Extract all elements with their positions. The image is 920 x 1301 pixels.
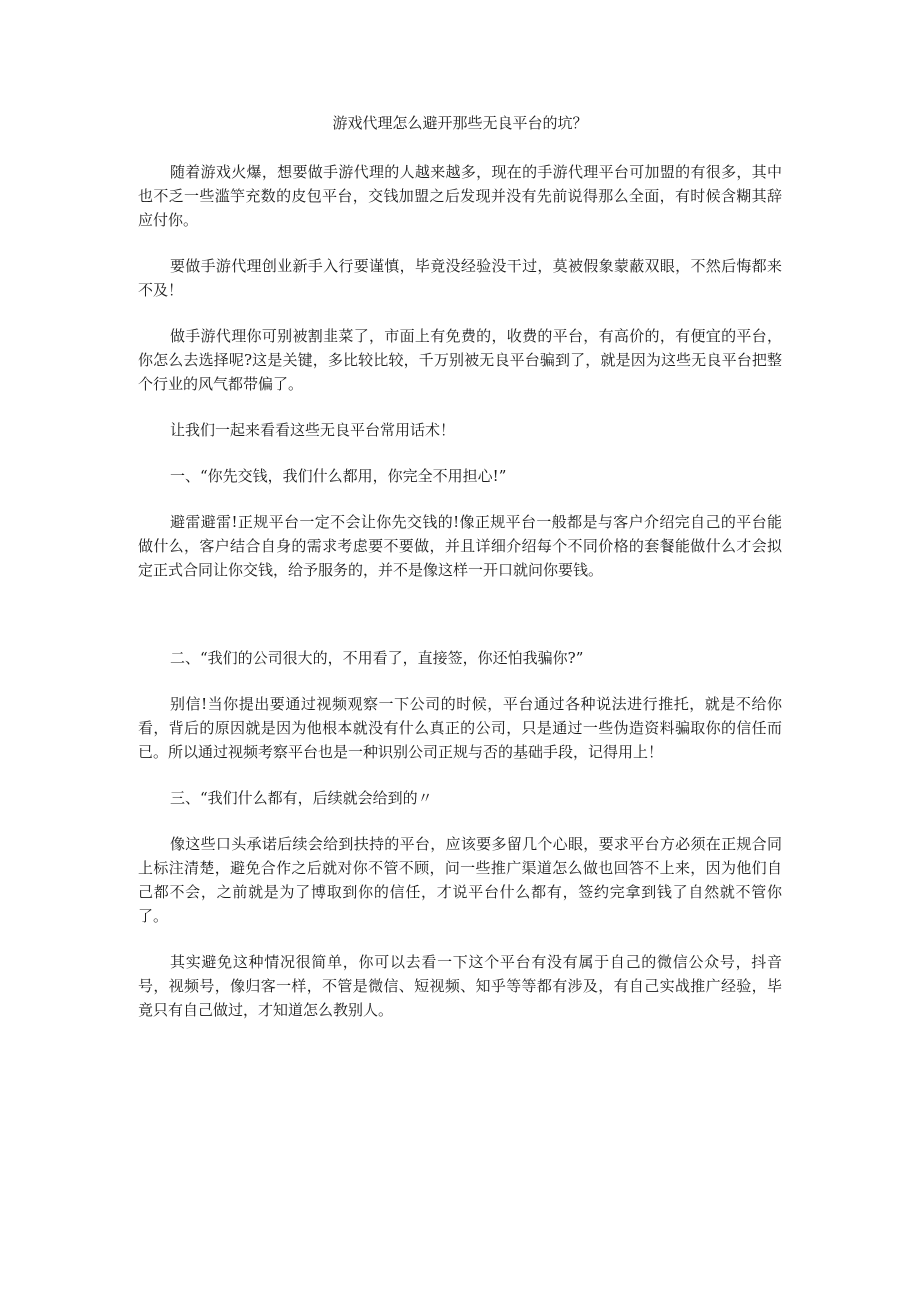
document-page [138, 110, 782, 1044]
paragraph-point-three: 像这些口头承诺后续会给到扶持的平台，应该要多留几个心眼，要求平台方必须在正规合同上标注清楚，避免合作之后就对你不管不顾，问一些推广渠道怎么做也回答不上来，因为他们自己都不会，之前就是为了博取到你的信任，才说平台什么都有，签约完拿到钱了自然就不管你了。 [138, 835, 782, 925]
paragraph-conclusion: 其实避免这种情况很简单，你可以去看一下这个平台有没有属于自己的微信公众号，抖音号，视频号，像归客一样，不管是微信、短视频、知乎等等都有涉及，有自己实战推广经验，毕竟只有自己做过，才知道怎么教别人。 [138, 953, 782, 1019]
paragraph-choose: 做手游代理你可别被割韭菜了，市面上有免费的，收费的平台，有高价的，有便宜的平台，你怎么去选择呢?这是关键，多比较比较，千万别被无良平台骗到了，就是因为这些无良平台把整个行业的风气都带偏了。 [138, 327, 782, 393]
heading-point-one: 一、“你先交钱，我们什么都用，你完全不用担心!” [170, 467, 507, 485]
paragraph-intro: 随着游戏火爆，想要做手游代理的人越来越多，现在的手游代理平台可加盟的有很多，其中也不乏一些滥竽充数的皮包平台，交钱加盟之后发现并没有先前说得那么全面，有时候含糊其辞应付你。 [138, 163, 782, 229]
paragraph-caution: 要做手游代理创业新手入行要谨慎，毕竟没经验没干过，莫被假象蒙蔽双眼，不然后悔都来不及！ [138, 257, 782, 299]
paragraph-point-one: 避雷避雷!正规平台一定不会让你先交钱的!像正规平台一般都是与客户介绍完自己的平台能做什么，客户结合自身的需求考虑要不要做，并且详细介绍每个不同价格的套餐能做什么才会拟定正式合同让你交钱，给予服务的，并不是像这样一开口就问你要钱。 [138, 513, 782, 579]
paragraph-lead-in: 让我们一起来看看这些无良平台常用话术！ [170, 421, 456, 439]
blank-spacer [138, 604, 782, 646]
paragraph-point-two: 别信!当你提出要通过视频观察一下公司的时候，平台通过各种说法进行推托，就是不给你看，背后的原因就是因为他根本就没有什么真正的公司，只是通过一些伪造资料骗取你的信任而已。所以通过视频考察平台也是一种识别公司正规与否的基础手段，记得用上！ [138, 695, 782, 761]
document-title: 游戏代理怎么避开那些无良平台的坑？ [332, 114, 588, 132]
heading-point-two: 二、“我们的公司很大的，不用看了，直接签，你还怕我骗你?” [170, 649, 584, 667]
heading-point-three: 三、“我们什么都有，后续就会给到的〃 [170, 789, 433, 807]
